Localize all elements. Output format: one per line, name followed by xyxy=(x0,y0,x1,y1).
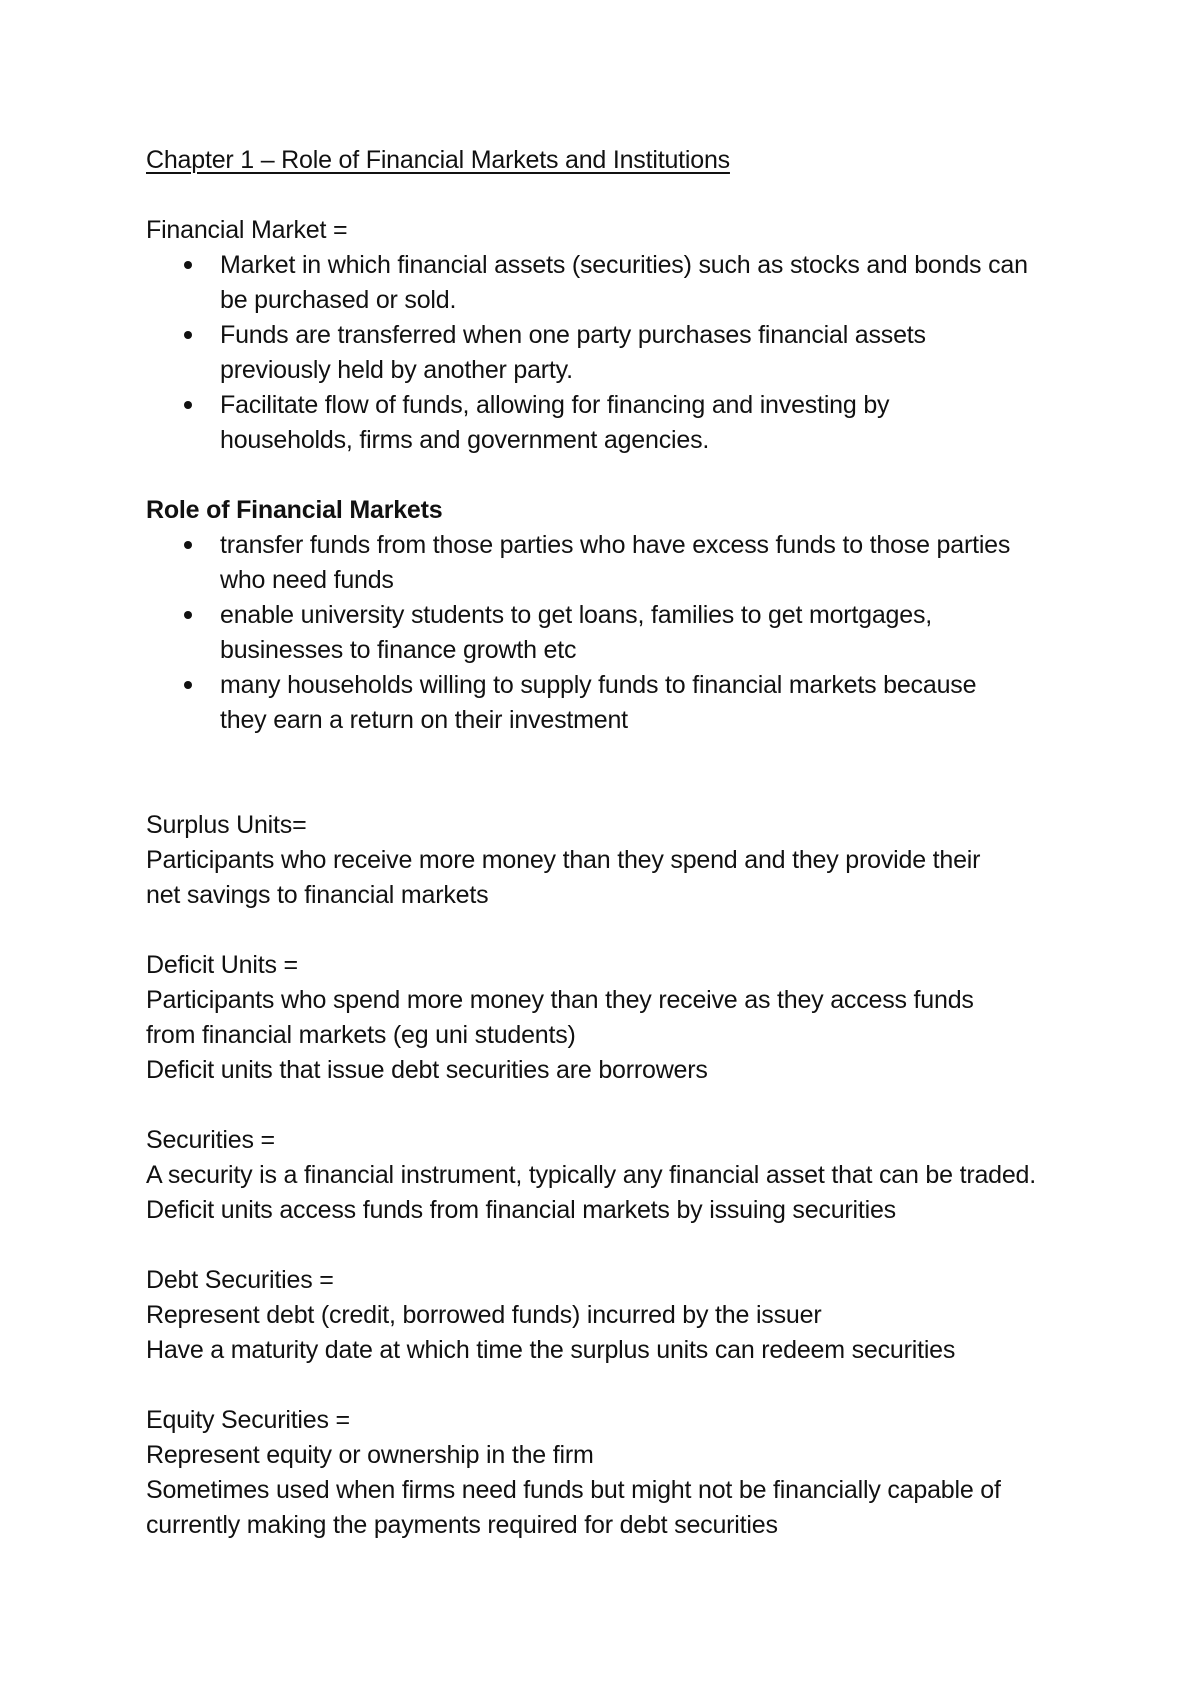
list-item-text: enable university students to get loans, families to get mortgages, businesses to finance growth etc xyxy=(220,601,933,664)
bullet-icon xyxy=(184,611,192,619)
list-item-text: Facilitate flow of funds, allowing for financing and investing by households, firms and government agencies. xyxy=(220,391,890,454)
securities-heading: Securities = xyxy=(146,1126,275,1154)
equity-securities-line: Represent equity or ownership in the firm xyxy=(146,1441,594,1469)
deficit-line: Participants who spend more money than they receive as they access funds xyxy=(146,986,974,1014)
securities-line: Deficit units access funds from financial markets by issuing securities xyxy=(146,1196,896,1224)
equity-securities-line: Sometimes used when firms need funds but might not be financially capable of xyxy=(146,1476,1001,1504)
document-body xyxy=(146,143,1096,1543)
debt-securities-heading: Debt Securities = xyxy=(146,1266,334,1294)
debt-securities-line: Represent debt (credit, borrowed funds) incurred by the issuer xyxy=(146,1301,822,1329)
deficit-line: Deficit units that issue debt securities are borrowers xyxy=(146,1056,708,1084)
surplus-heading: Surplus Units= xyxy=(146,811,307,839)
list-item xyxy=(146,668,1100,738)
spacer xyxy=(146,1088,1096,1123)
debt-securities-line: Have a maturity date at which time the surplus units can redeem securities xyxy=(146,1336,956,1364)
bullet-icon xyxy=(184,261,192,269)
list-item xyxy=(146,318,1100,388)
securities-line: A security is a financial instrument, typically any financial asset that can be traded. xyxy=(146,1161,1037,1189)
list-item-text: Market in which financial assets (securities) such as stocks and bonds can be purchased or sold. xyxy=(220,251,1028,314)
list-item xyxy=(146,388,1100,458)
spacer xyxy=(146,738,1096,808)
list-item xyxy=(146,528,1100,598)
spacer xyxy=(146,458,1096,493)
list-item-text: transfer funds from those parties who have excess funds to those parties who need funds xyxy=(220,531,1011,594)
surplus-line: Participants who receive more money than they spend and they provide their xyxy=(146,846,981,874)
role-list xyxy=(146,528,1096,738)
list-item-text: Funds are transferred when one party purchases financial assets previously held by another party. xyxy=(220,321,926,384)
deficit-heading: Deficit Units = xyxy=(146,951,298,979)
spacer xyxy=(146,178,1096,213)
spacer xyxy=(146,1368,1096,1403)
list-item xyxy=(146,248,1100,318)
deficit-line: from financial markets (eg uni students) xyxy=(146,1021,576,1049)
financial-market-list xyxy=(146,248,1096,458)
surplus-line: net savings to financial markets xyxy=(146,881,489,909)
bullet-icon xyxy=(184,401,192,409)
chapter-title: Chapter 1 – Role of Financial Markets and Institutions xyxy=(146,146,730,174)
role-heading: Role of Financial Markets xyxy=(146,496,443,524)
list-item-text: many households willing to supply funds to financial markets because they earn a return on their investment xyxy=(220,671,977,734)
bullet-icon xyxy=(184,681,192,689)
bullet-icon xyxy=(184,331,192,339)
equity-securities-heading: Equity Securities = xyxy=(146,1406,350,1434)
spacer xyxy=(146,1228,1096,1263)
list-item xyxy=(146,598,1100,668)
bullet-icon xyxy=(184,541,192,549)
financial-market-heading: Financial Market = xyxy=(146,216,348,244)
spacer xyxy=(146,913,1096,948)
equity-securities-line: currently making the payments required for debt securities xyxy=(146,1511,778,1539)
